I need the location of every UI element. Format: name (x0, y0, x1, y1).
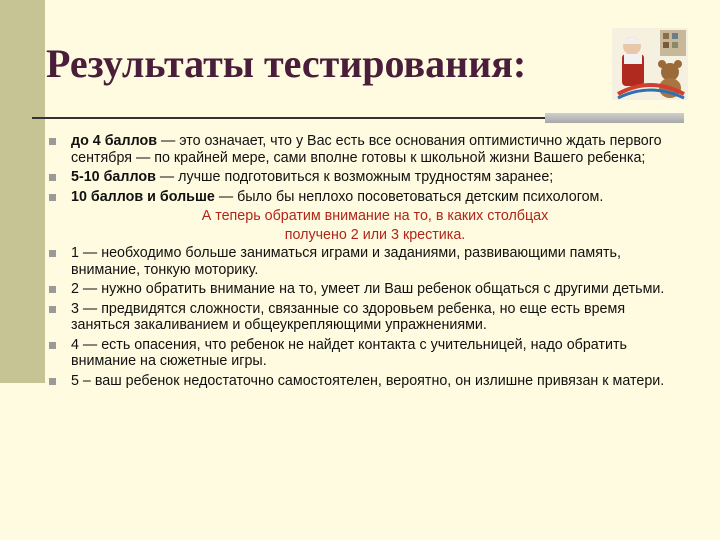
score-range: до 4 баллов (71, 133, 157, 149)
note-line-2: получено 2 или 3 крестика. (284, 226, 466, 243)
result-text: — было бы неплохо посоветоваться детским психологом. (214, 188, 604, 205)
content-list (49, 133, 679, 392)
left-accent-bar (0, 0, 45, 383)
result-item-3 (49, 189, 679, 206)
result-text: — лучше подготовиться к возможным трудностям заранее; (155, 169, 554, 185)
score-range: 10 баллов и больше (71, 188, 215, 205)
result-text: — это означает, что у Вас есть все основания оптимистично ждать первого сентября — по крайней мере, сами вполне готовы к школьной жизни Вашего ребенка; (71, 133, 662, 166)
note-line-1: А теперь обратим внимание на то, в каких столбцах (201, 208, 549, 224)
divider-accent (545, 113, 684, 123)
column-item-5: 5 – ваш ребенок недостаточно самостоятелен, вероятно, он излишне привязан к матери. (49, 373, 679, 390)
score-range: 5-10 баллов (71, 169, 156, 185)
column-item-3: 3 — предвидятся сложности, связанные со здоровьем ребенка, но еще есть время заняться закаливанием и общеукрепляющими упражнениями. (49, 301, 679, 334)
column-item-1: 1 — необходимо больше заниматься играми и заданиями, развивающими память, внимание, тонкую моторику. (49, 245, 679, 278)
result-item-2 (49, 169, 679, 186)
result-item-1 (49, 133, 679, 166)
column-item-4: 4 — есть опасения, что ребенок не найдет контакта с учительницей, надо обратить внимание на сюжетные игры. (49, 337, 679, 370)
column-item-2: 2 — нужно обратить внимание на то, умеет ли Ваш ребенок общаться с другими детьми. (49, 281, 679, 298)
children-illustration (610, 24, 690, 104)
slide-title: Результаты тестирования: (46, 41, 527, 86)
